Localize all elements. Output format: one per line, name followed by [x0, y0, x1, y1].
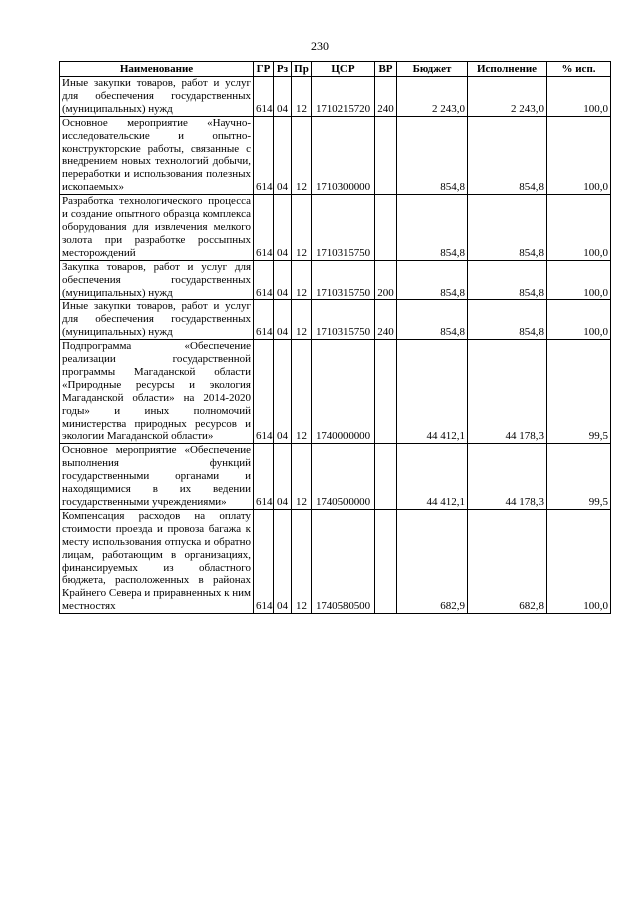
row-budget: 2 243,0 — [397, 77, 468, 117]
row-execution: 682,8 — [468, 509, 547, 613]
row-execution: 44 178,3 — [468, 340, 547, 444]
row-budget: 44 412,1 — [397, 444, 468, 510]
row-name: Разработка технологического процесса и создание опытного образца комплекса оборудования для извлечения мелкого золота при разработке россыпных месторождений — [60, 195, 254, 261]
row-percent: 100,0 — [547, 509, 611, 613]
table-header — [60, 62, 611, 77]
header-rz: Рз — [274, 62, 292, 77]
table-row — [60, 340, 611, 444]
row-vr: 200 — [375, 260, 397, 300]
row-vr — [375, 340, 397, 444]
table-row — [60, 116, 611, 194]
row-budget: 854,8 — [397, 195, 468, 261]
row-gr: 614 — [254, 340, 274, 444]
row-percent: 99,5 — [547, 340, 611, 444]
row-csr: 1710315750 — [312, 260, 375, 300]
row-gr: 614 — [254, 77, 274, 117]
row-csr: 1740000000 — [312, 340, 375, 444]
row-rz: 04 — [274, 260, 292, 300]
row-name: Основное мероприятие «Обеспечение выполнения функций государственными органами и находящимися в их ведении государственными учреждениями» — [60, 444, 254, 510]
header-name: Наименование — [60, 62, 254, 77]
row-csr: 1710315750 — [312, 300, 375, 340]
row-pr: 12 — [292, 260, 312, 300]
row-budget: 854,8 — [397, 116, 468, 194]
row-csr: 1710315750 — [312, 195, 375, 261]
row-vr — [375, 195, 397, 261]
row-gr: 614 — [254, 260, 274, 300]
row-pr: 12 — [292, 116, 312, 194]
header-execution: Исполнение — [468, 62, 547, 77]
table-row — [60, 260, 611, 300]
row-execution: 854,8 — [468, 116, 547, 194]
row-percent: 100,0 — [547, 260, 611, 300]
row-gr: 614 — [254, 300, 274, 340]
budget-table — [59, 61, 611, 614]
row-pr: 12 — [292, 509, 312, 613]
row-pr: 12 — [292, 77, 312, 117]
row-vr: 240 — [375, 77, 397, 117]
row-budget: 682,9 — [397, 509, 468, 613]
row-rz: 04 — [274, 195, 292, 261]
row-execution: 44 178,3 — [468, 444, 547, 510]
row-budget: 854,8 — [397, 260, 468, 300]
row-rz: 04 — [274, 444, 292, 510]
row-csr: 1710300000 — [312, 116, 375, 194]
row-vr — [375, 444, 397, 510]
row-name: Компенсация расходов на оплату стоимости проезда и провоза багажа к месту использования отпуска и обратно лицам, работающим в организациях, финансируемых из областного бюджета, расположенных в районах Крайнего Севера и приравненных к ним местностях — [60, 509, 254, 613]
row-pr: 12 — [292, 444, 312, 510]
row-vr: 240 — [375, 300, 397, 340]
row-pr: 12 — [292, 300, 312, 340]
table-row — [60, 195, 611, 261]
row-percent: 100,0 — [547, 77, 611, 117]
table-row — [60, 509, 611, 613]
header-percent: % исп. — [547, 62, 611, 77]
row-percent: 99,5 — [547, 444, 611, 510]
row-rz: 04 — [274, 509, 292, 613]
table-row — [60, 300, 611, 340]
header-pr: Пр — [292, 62, 312, 77]
header-csr: ЦСР — [312, 62, 375, 77]
row-csr: 1740500000 — [312, 444, 375, 510]
row-execution: 2 243,0 — [468, 77, 547, 117]
row-gr: 614 — [254, 195, 274, 261]
row-name: Иные закупки товаров, работ и услуг для обеспечения государственных (муниципальных) нужд — [60, 300, 254, 340]
header-gr: ГР — [254, 62, 274, 77]
row-vr — [375, 509, 397, 613]
row-pr: 12 — [292, 340, 312, 444]
row-gr: 614 — [254, 509, 274, 613]
page-number: 230 — [311, 39, 329, 53]
row-gr: 614 — [254, 116, 274, 194]
header-vr: ВР — [375, 62, 397, 77]
row-percent: 100,0 — [547, 195, 611, 261]
table-row — [60, 77, 611, 117]
row-gr: 614 — [254, 444, 274, 510]
row-execution: 854,8 — [468, 300, 547, 340]
row-budget: 44 412,1 — [397, 340, 468, 444]
row-percent: 100,0 — [547, 116, 611, 194]
row-name: Основное мероприятие «Научно-исследовательские и опытно-конструкторские работы, связанные с внедрением новых технологий добычи, переработки и использования полезных ископаемых» — [60, 116, 254, 194]
row-execution: 854,8 — [468, 195, 547, 261]
table-body — [60, 77, 611, 614]
row-rz: 04 — [274, 116, 292, 194]
row-name: Закупка товаров, работ и услуг для обеспечения государственных (муниципальных) нужд — [60, 260, 254, 300]
row-name: Подпрограмма «Обеспечение реализации государственной программы Магаданской области «Природные ресурсы и экология Магаданской области» на 2014-2020 годы» и иных полномочий министерства природных ресурсов и экологии Магаданской области» — [60, 340, 254, 444]
row-name: Иные закупки товаров, работ и услуг для обеспечения государственных (муниципальных) нужд — [60, 77, 254, 117]
row-budget: 854,8 — [397, 300, 468, 340]
row-csr: 1740580500 — [312, 509, 375, 613]
row-vr — [375, 116, 397, 194]
row-csr: 1710215720 — [312, 77, 375, 117]
row-pr: 12 — [292, 195, 312, 261]
row-execution: 854,8 — [468, 260, 547, 300]
row-rz: 04 — [274, 300, 292, 340]
row-rz: 04 — [274, 340, 292, 444]
header-budget: Бюджет — [397, 62, 468, 77]
table-row — [60, 444, 611, 510]
row-rz: 04 — [274, 77, 292, 117]
row-percent: 100,0 — [547, 300, 611, 340]
